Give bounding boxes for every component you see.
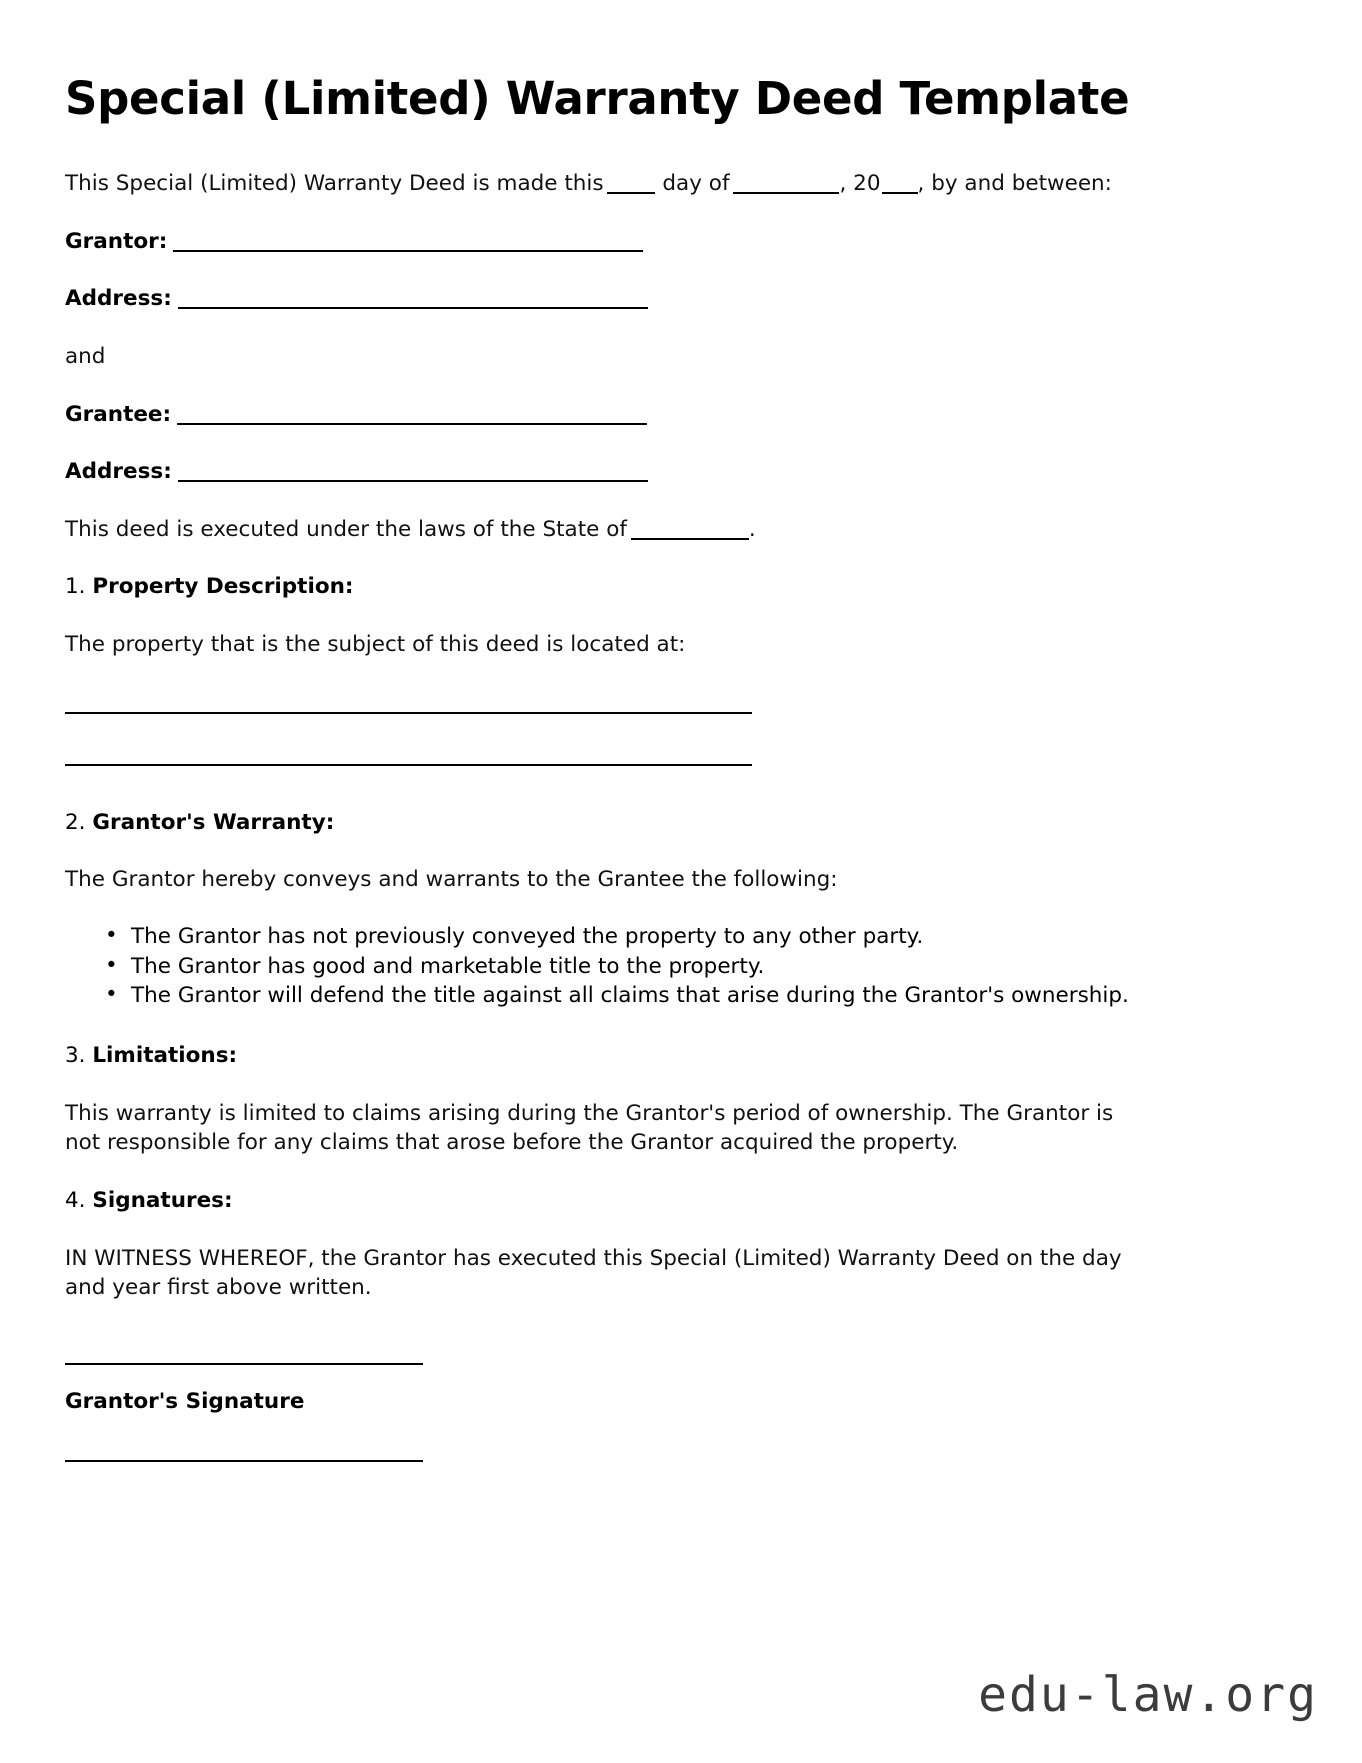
grantor-signature-label: Grantor's Signature (65, 1388, 305, 1414)
section-2-body: The Grantor hereby conveys and warrants to the Grantee the following: (65, 867, 838, 893)
grantor-input-blank[interactable] (173, 250, 643, 252)
intro-paragraph (65, 169, 1140, 199)
section-4-heading (65, 1186, 1140, 1216)
section-1-title: Property Description: (92, 574, 354, 600)
section-4-number: 4. (65, 1187, 86, 1213)
intro-text-part-3: , 20 (839, 170, 881, 196)
grantee-address-label: Address: (65, 459, 172, 485)
grantor-address-field-row (65, 284, 1140, 314)
list-item-text: The Grantor has good and marketable title to the property. (131, 953, 765, 979)
section-3-body: This warranty is limited to claims arising during the Grantor's period of ownership. The Grantor is not responsible for any claims that arose before the Grantor acquired the property. (65, 1100, 1114, 1156)
governing-law-period: . (748, 516, 756, 542)
grantor-label: Grantor: (65, 228, 168, 254)
intro-text-part-1: This Special (Limited) Warranty Deed is made this (65, 170, 604, 196)
day-blank[interactable] (607, 192, 655, 194)
list-item (105, 952, 1140, 982)
section-1-number: 1. (65, 574, 86, 600)
grantor-address-label: Address: (65, 286, 172, 312)
grantor-signature-blank[interactable] (65, 1363, 423, 1365)
list-item (105, 923, 1140, 952)
bullet-icon: • (105, 923, 118, 949)
grantor-field-row (65, 227, 1140, 257)
section-4-title: Signatures: (92, 1187, 233, 1213)
site-watermark: edu-law.org (978, 1667, 1318, 1723)
grantee-label: Grantee: (65, 401, 172, 427)
document-body (65, 72, 1140, 1484)
intro-text-part-2: day of (662, 170, 730, 196)
bullet-icon: • (105, 952, 118, 978)
section-1-heading (65, 572, 1140, 602)
year-blank[interactable] (882, 192, 918, 194)
section-3-number: 3. (65, 1042, 86, 1068)
page-title: Special (Limited) Warranty Deed Template (65, 72, 1130, 125)
state-blank[interactable] (631, 538, 749, 540)
section-3-heading (65, 1041, 1140, 1071)
intro-text-part-4: , by and between: (917, 170, 1112, 196)
property-description-blank-2[interactable] (65, 764, 752, 766)
bullet-icon: • (105, 982, 118, 1008)
list-item-text: The Grantor will defend the title against all claims that arise during the Grantor's ownership. (131, 983, 1129, 1009)
grantee-address-input-blank[interactable] (178, 480, 648, 482)
list-item (105, 982, 1140, 1011)
month-blank[interactable] (733, 192, 839, 194)
warranty-list (65, 923, 1140, 1011)
governing-law-text: This deed is executed under the laws of the State of (65, 516, 627, 542)
section-4-body: IN WITNESS WHEREOF, the Grantor has executed this Special (Limited) Warranty Deed on the day and year first above written. (65, 1245, 1122, 1301)
secondary-signature-blank[interactable] (65, 1460, 423, 1462)
grantee-address-field-row (65, 457, 1140, 487)
section-1-body: The property that is the subject of this deed is located at: (65, 632, 686, 658)
section-2-heading (65, 808, 1140, 838)
section-2-title: Grantor's Warranty: (92, 809, 335, 835)
list-item-text: The Grantor has not previously conveyed the property to any other party. (131, 924, 924, 950)
grantee-field-row (65, 400, 1140, 430)
section-2-number: 2. (65, 809, 86, 835)
and-connector: and (65, 343, 106, 369)
grantor-address-input-blank[interactable] (178, 307, 648, 309)
property-description-blank-1[interactable] (65, 712, 752, 714)
grantee-input-blank[interactable] (177, 423, 647, 425)
governing-law-paragraph (65, 515, 1140, 545)
section-3-title: Limitations: (92, 1042, 238, 1068)
